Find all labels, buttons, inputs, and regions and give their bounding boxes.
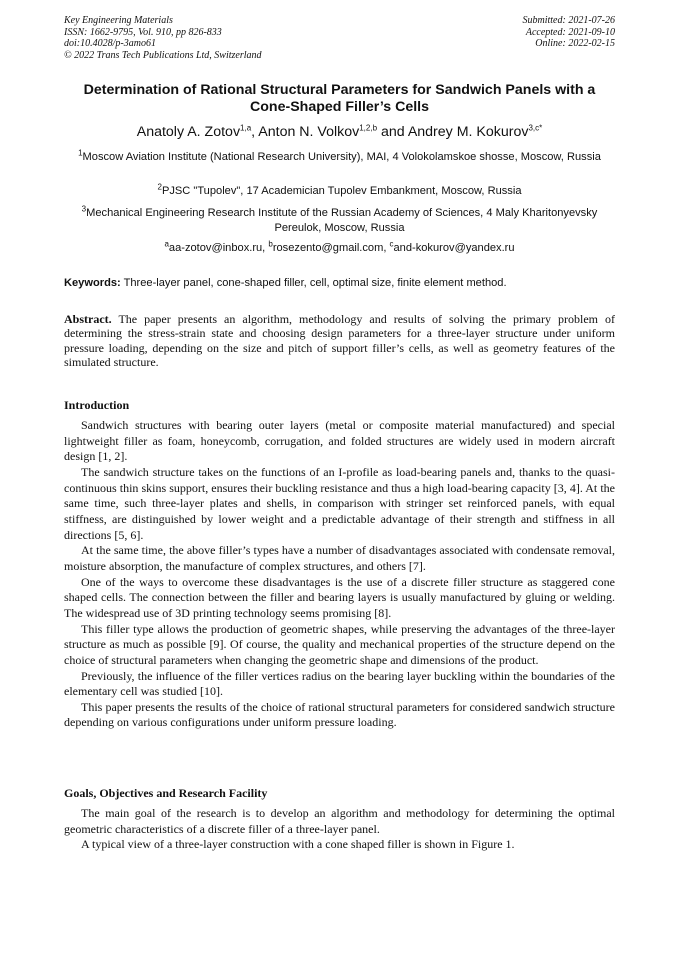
affiliation-1 xyxy=(64,150,615,165)
publication-info xyxy=(64,15,262,61)
publication-dates xyxy=(523,15,616,50)
paper-title: Determination of Rational Structural Parameters for Sandwich Panels with a Cone-Shaped Filler’s Cells xyxy=(83,82,596,115)
section-heading-goals: Goals, Objectives and Research Facility xyxy=(64,786,268,800)
keywords xyxy=(64,276,615,290)
affiliation-number: 2 xyxy=(157,182,162,192)
author-separator: and xyxy=(377,124,408,140)
email-mark: a xyxy=(164,239,169,249)
introduction-body xyxy=(64,418,615,731)
affiliation-number: 1 xyxy=(78,148,83,158)
abstract-label: Abstract. xyxy=(64,312,112,326)
paragraph: The sandwich structure takes on the functions of an I-profile as load-bearing panels and, thanks to the quasi-continuous thin skins support, ensures their buckling resistance and thus a high load-bearing capacity [3, 4]. At the same time, such three-layer plates and shells, in comparison with stringer set reinforced panels, with equal stiffness, are distinguished by lower weight and a predictable advantage of their strength and stiffness in all directions [5, 6]. xyxy=(64,464,615,542)
paragraph: Sandwich structures with bearing outer layers (metal or composite material manufactured) and special lightweight filler as foam, honeycomb, corrugation, and folded structures are widely used in modern aircraft design [1, 2]. xyxy=(64,418,615,464)
copyright: © 2022 Trans Tech Publications Ltd, Switzerland xyxy=(64,49,262,61)
affiliation-3 xyxy=(64,206,615,235)
author-list xyxy=(64,123,615,141)
keywords-label: Keywords: xyxy=(64,277,121,289)
paragraph: At the same time, the above filler’s types have a number of disadvantages associated with condensate removal, moisture absorption, the manufacture of complex structures, and others [7]. xyxy=(64,543,615,573)
email-link[interactable]: and-kokurov@yandex.ru xyxy=(393,242,515,254)
paragraph: This filler type allows the production of geometric shapes, while preserving the advantages of the three-layer structure as much as possible [9]. Of course, the quality and mechanical properties of the structure depend on the choice of structural parameters when changing the geometric shape and dimensions of the product. xyxy=(64,621,615,667)
submitted-date: Submitted: 2021-07-26 xyxy=(522,15,615,26)
affiliation-number: 3 xyxy=(81,204,87,214)
affiliation-text: PJSC "Tupolev", 17 Academician Tupolev Embankment, Moscow, Russia xyxy=(161,185,522,197)
author-name: Anatoly A. Zotov xyxy=(136,124,241,140)
keywords-text: Three-layer panel, cone-shaped filler, cell, optimal size, finite element method. xyxy=(120,277,507,289)
paragraph: This paper presents the results of the choice of rational structural parameters for considered sandwich structure depending on various configurations under uniform pressure loading. xyxy=(64,699,615,730)
goals-body xyxy=(64,806,615,853)
accepted-date: Accepted: 2021-09-10 xyxy=(525,26,615,38)
section-heading-introduction: Introduction xyxy=(64,398,130,412)
doi: doi:10.4028/p-3amo61 xyxy=(64,38,156,49)
paragraph: The main goal of the research is to develop an algorithm and methodology for determining the optimal geometric characteristics of a discrete filler of a three-layer panel. xyxy=(64,806,615,836)
affiliation-text: Moscow Aviation Institute (National Research University), MAI, 4 Volokolamskoe shosse, Moscow, Russia xyxy=(82,151,601,163)
author-affiliation-mark: 1,a xyxy=(240,123,252,133)
email-mark: b xyxy=(268,239,273,249)
author-name: Andrey M. Kokurov xyxy=(407,124,529,140)
author-emails xyxy=(64,241,615,256)
author-affiliation-mark: 1,2,b xyxy=(359,123,378,133)
email-link[interactable]: aa-zotov@inbox.ru, xyxy=(168,242,269,254)
author-affiliation-mark: 3,c* xyxy=(528,123,543,133)
abstract-text: The paper presents an algorithm, methodology and results of solving the primary problem of determining the stress-strain state and choosing design parameters for a three-layer structure under uniform pressure loading, depending on the size and pitch of support filler’s cells, as well as geometry features of the simulated structure. xyxy=(64,312,615,370)
author-separator: , xyxy=(251,124,259,140)
email-link[interactable]: rosezento@gmail.com, xyxy=(272,242,390,254)
email-mark: c xyxy=(389,239,394,249)
affiliation-2 xyxy=(64,184,615,199)
abstract xyxy=(64,312,615,370)
affiliation-text: Mechanical Engineering Research Institute of the Russian Academy of Sciences, 4 Maly Kharitonyevsky Pereulok, Moscow, Russia xyxy=(86,207,598,234)
issn: ISSN: 1662-9795, Vol. 910, pp 826-833 xyxy=(64,26,222,38)
paragraph: Previously, the influence of the filler vertices radius on the bearing layer buckling within the boundaries of the elementary cell was studied [10]. xyxy=(64,668,615,699)
paragraph: A typical view of a three-layer construction with a cone shaped filler is shown in Figure 1. xyxy=(81,837,515,852)
journal-name: Key Engineering Materials xyxy=(64,15,173,26)
paragraph: One of the ways to overcome these disadvantages is the use of a discrete filler structure as staggered cone shaped cells. The connection between the filler and bearing layers is usually manufactured by gluing or welding. The widespread use of 3D printing technology seems promising [8]. xyxy=(64,574,615,620)
online-date: Online: 2022-02-15 xyxy=(535,38,615,49)
author-name: Anton N. Volkov xyxy=(258,124,360,140)
